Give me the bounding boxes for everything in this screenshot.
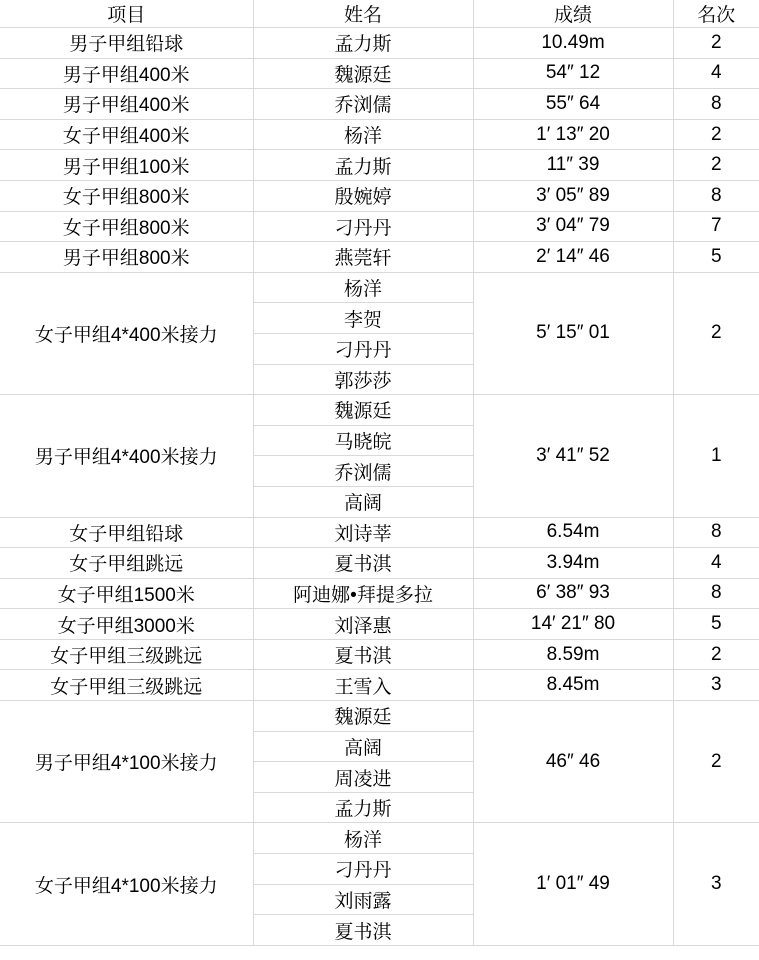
header-name: 姓名	[253, 0, 473, 28]
event-cell: 女子甲组800米	[0, 180, 253, 211]
table-row	[0, 578, 759, 609]
name-cell: 魏源廷	[253, 701, 473, 732]
table-row	[0, 395, 759, 426]
result-cell: 46″ 46	[473, 701, 673, 823]
event-cell: 女子甲组3000米	[0, 609, 253, 640]
result-cell: 8.59m	[473, 639, 673, 670]
rank-cell: 2	[673, 701, 759, 823]
rank-cell: 8	[673, 578, 759, 609]
name-cell: 夏书淇	[253, 915, 473, 946]
event-cell: 男子甲组800米	[0, 242, 253, 273]
event-cell: 女子甲组800米	[0, 211, 253, 242]
result-cell: 14′ 21″ 80	[473, 609, 673, 640]
event-cell: 男子甲组400米	[0, 58, 253, 89]
name-cell: 刘泽惠	[253, 609, 473, 640]
name-cell: 杨洋	[253, 119, 473, 150]
name-cell: 杨洋	[253, 272, 473, 303]
result-cell: 1′ 01″ 49	[473, 823, 673, 945]
result-cell: 5′ 15″ 01	[473, 272, 673, 394]
name-cell: 魏源廷	[253, 58, 473, 89]
rank-cell: 3	[673, 823, 759, 945]
table-row	[0, 211, 759, 242]
name-cell: 高阔	[253, 486, 473, 517]
name-cell: 王雪入	[253, 670, 473, 701]
result-cell: 3′ 04″ 79	[473, 211, 673, 242]
name-cell: 李贺	[253, 303, 473, 334]
name-cell: 夏书淇	[253, 639, 473, 670]
rank-cell: 4	[673, 548, 759, 579]
name-cell: 刁丹丹	[253, 854, 473, 885]
event-cell: 女子甲组铅球	[0, 517, 253, 548]
table-row	[0, 701, 759, 732]
table-row	[0, 609, 759, 640]
name-cell: 马晓皖	[253, 425, 473, 456]
name-cell: 孟力斯	[253, 792, 473, 823]
header-rank: 名次	[673, 0, 759, 28]
results-table-header	[0, 0, 759, 28]
rank-cell: 2	[673, 272, 759, 394]
result-cell: 3′ 41″ 52	[473, 395, 673, 517]
name-cell: 乔浏儒	[253, 89, 473, 120]
event-cell: 女子甲组三级跳远	[0, 670, 253, 701]
name-cell: 乔浏儒	[253, 456, 473, 487]
name-cell: 杨洋	[253, 823, 473, 854]
event-cell: 男子甲组400米	[0, 89, 253, 120]
name-cell: 燕莞轩	[253, 242, 473, 273]
name-cell: 高阔	[253, 731, 473, 762]
rank-cell: 1	[673, 395, 759, 517]
result-cell: 2′ 14″ 46	[473, 242, 673, 273]
name-cell: 殷婉婷	[253, 180, 473, 211]
event-cell: 女子甲组跳远	[0, 548, 253, 579]
rank-cell: 2	[673, 28, 759, 59]
rank-cell: 7	[673, 211, 759, 242]
rank-cell: 4	[673, 58, 759, 89]
result-cell: 54″ 12	[473, 58, 673, 89]
header-result: 成绩	[473, 0, 673, 28]
table-row	[0, 272, 759, 303]
event-cell: 女子甲组400米	[0, 119, 253, 150]
rank-cell: 3	[673, 670, 759, 701]
header-row	[0, 0, 759, 28]
result-cell: 6′ 38″ 93	[473, 578, 673, 609]
table-row	[0, 242, 759, 273]
name-cell: 夏书淇	[253, 548, 473, 579]
result-cell: 6.54m	[473, 517, 673, 548]
result-cell: 55″ 64	[473, 89, 673, 120]
result-cell: 3.94m	[473, 548, 673, 579]
event-cell: 女子甲组4*100米接力	[0, 823, 253, 945]
name-cell: 魏源廷	[253, 395, 473, 426]
table-row	[0, 517, 759, 548]
result-cell: 3′ 05″ 89	[473, 180, 673, 211]
table-row	[0, 58, 759, 89]
name-cell: 阿迪娜•拜提多拉	[253, 578, 473, 609]
table-row	[0, 639, 759, 670]
table-row	[0, 670, 759, 701]
rank-cell: 8	[673, 517, 759, 548]
result-cell: 1′ 13″ 20	[473, 119, 673, 150]
table-row	[0, 28, 759, 59]
rank-cell: 5	[673, 242, 759, 273]
result-cell: 8.45m	[473, 670, 673, 701]
result-cell: 11″ 39	[473, 150, 673, 181]
event-cell: 女子甲组4*400米接力	[0, 272, 253, 394]
name-cell: 刘诗莘	[253, 517, 473, 548]
name-cell: 郭莎莎	[253, 364, 473, 395]
name-cell: 孟力斯	[253, 150, 473, 181]
event-cell: 女子甲组1500米	[0, 578, 253, 609]
rank-cell: 8	[673, 89, 759, 120]
rank-cell: 2	[673, 150, 759, 181]
name-cell: 孟力斯	[253, 28, 473, 59]
name-cell: 刁丹丹	[253, 211, 473, 242]
result-cell: 10.49m	[473, 28, 673, 59]
table-row	[0, 548, 759, 579]
header-event: 项目	[0, 0, 253, 28]
rank-cell: 2	[673, 119, 759, 150]
table-row	[0, 89, 759, 120]
results-table-body	[0, 28, 759, 946]
rank-cell: 2	[673, 639, 759, 670]
table-row	[0, 823, 759, 854]
name-cell: 刁丹丹	[253, 333, 473, 364]
table-row	[0, 180, 759, 211]
event-cell: 男子甲组4*400米接力	[0, 395, 253, 517]
rank-cell: 8	[673, 180, 759, 211]
name-cell: 周凌进	[253, 762, 473, 793]
event-cell: 男子甲组100米	[0, 150, 253, 181]
rank-cell: 5	[673, 609, 759, 640]
event-cell: 男子甲组铅球	[0, 28, 253, 59]
table-row	[0, 119, 759, 150]
name-cell: 刘雨露	[253, 884, 473, 915]
event-cell: 女子甲组三级跳远	[0, 639, 253, 670]
event-cell: 男子甲组4*100米接力	[0, 701, 253, 823]
table-row	[0, 150, 759, 181]
